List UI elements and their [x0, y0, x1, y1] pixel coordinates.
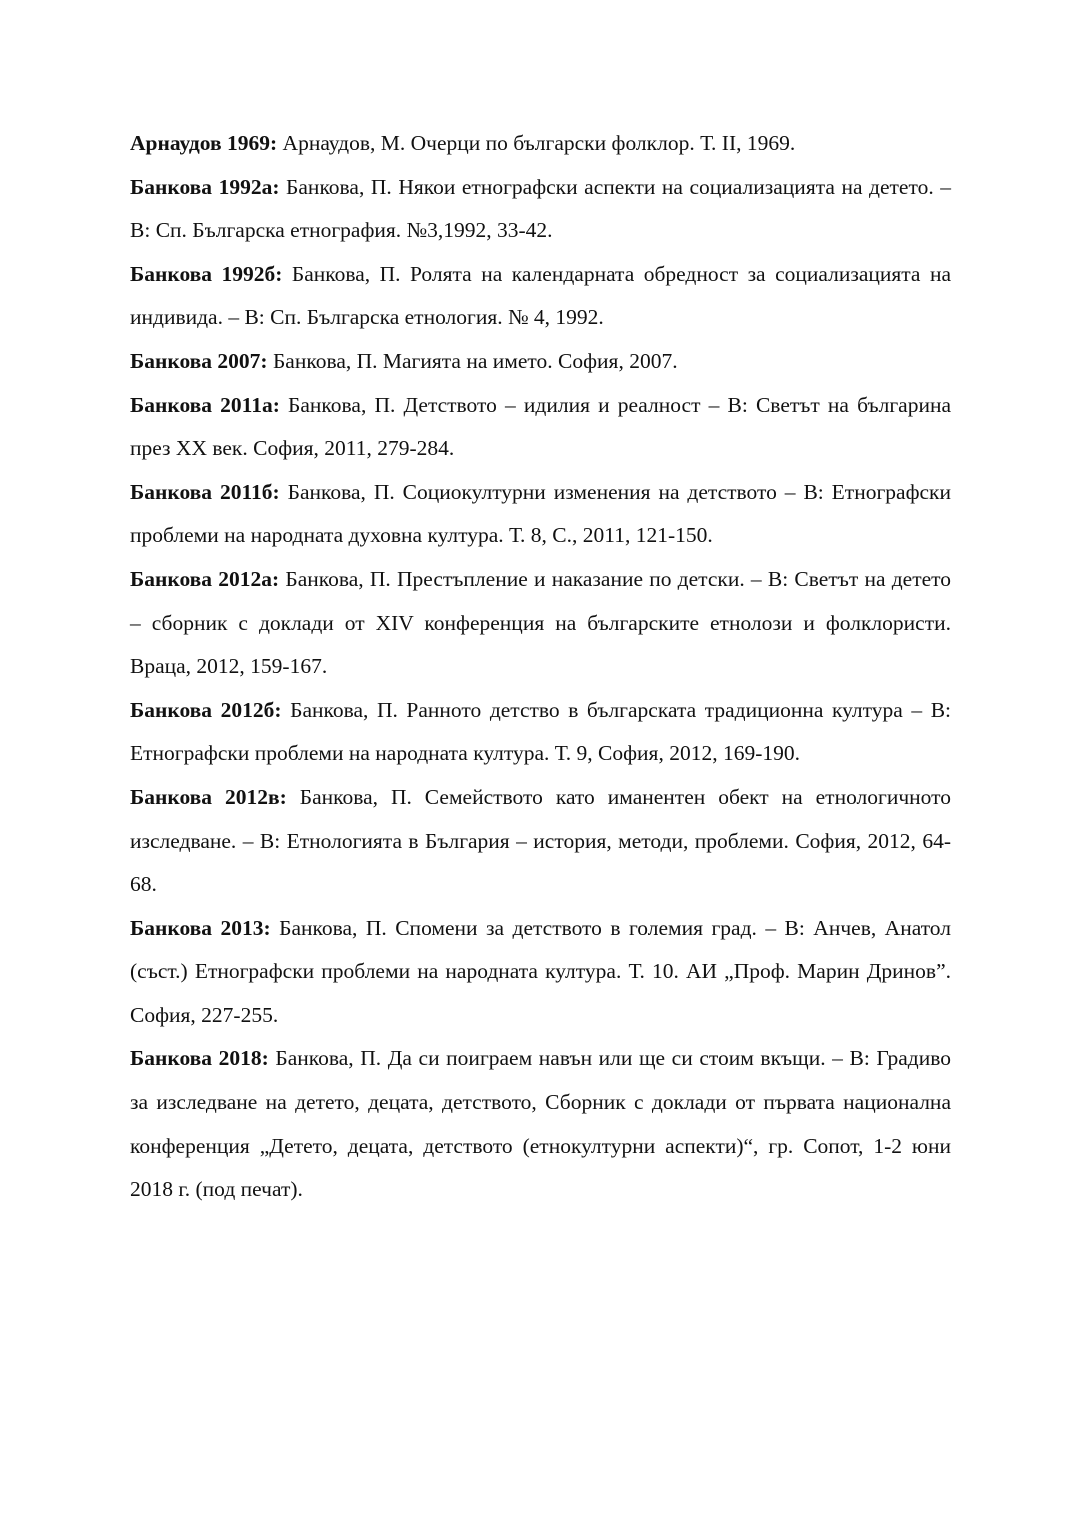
reference-key: Банкова 2012а:	[130, 566, 280, 591]
reference-key: Банкова 2007:	[130, 348, 268, 373]
reference-entry-bankova-2013	[130, 907, 951, 1038]
reference-entry-bankova-2011b	[130, 471, 951, 558]
bibliography-list	[130, 122, 951, 1212]
reference-key: Банкова 1992а:	[130, 174, 280, 199]
reference-key: Банкова 2012б:	[130, 697, 282, 722]
reference-key: Банкова 2011б:	[130, 479, 280, 504]
reference-text: Арнаудов, М. Очерци по български фолклор. Т. II, 1969.	[282, 131, 796, 155]
reference-key: Банкова 2013:	[130, 915, 271, 940]
reference-key: Арнаудов 1969:	[130, 131, 278, 155]
reference-text: Банкова, П. Ролята на календарната обредност за социализацията на индивида. – В: Сп. Българска етнология. № 4, 1992.	[130, 261, 951, 330]
reference-entry-bankova-2007	[130, 340, 951, 384]
reference-key: Банкова 2012в:	[130, 784, 287, 809]
reference-entry-bankova-2012v	[130, 776, 951, 907]
reference-entry-arnaudov-1969	[130, 122, 951, 166]
reference-text: Банкова, П. Магията на името. София, 2007.	[272, 348, 678, 373]
reference-text: Банкова, П. Престъпление и наказание по детски. – В: Светът на детето – сборник с доклади от XIV конференция на българските етнолози и фолклористи. Враца, 2012, 159-167.	[130, 566, 951, 679]
reference-text: Банкова, П. Детството – идилия и реалност – В: Светът на българина през ХХ век. София, 2011, 279-284.	[130, 392, 951, 461]
reference-key: Банкова 2018:	[130, 1046, 269, 1071]
reference-entry-bankova-2012a	[130, 558, 951, 689]
reference-text: Банкова, П. Спомени за детството в големия град. – В: Анчев, Анатол (съст.) Етнографски проблеми на народната култура. Т. 10. АИ „Проф. Марин Дринов”. София, 227-255.	[130, 915, 952, 1027]
reference-text: Банкова, П. Социокултурни изменения на детството – В: Етнографски проблеми на народната духовна култура. Т. 8, С., 2011, 121-150.	[130, 479, 951, 548]
reference-entry-bankova-1992a	[130, 166, 951, 253]
reference-text: Банкова, П. Семейството като иманентен обект на етнологичното изследване. – В: Етнологията в България – история, методи, проблеми. София, 2012, 64-68.	[130, 784, 952, 897]
reference-key: Банкова 2011а:	[130, 392, 280, 417]
reference-key: Банкова 1992б:	[130, 261, 283, 286]
reference-text: Банкова, П. Някои етнографски аспекти на социализацията на детето. – В: Сп. Българска етнография. №3,1992, 33-42.	[130, 174, 951, 243]
reference-entry-bankova-2012b	[130, 689, 951, 776]
reference-text: Банкова, П. Да си поиграем навън или ще си стоим вкъщи. – В: Градиво за изследване на детето, децата, детството, Сборник с доклади от първата национална конференция „Детето, децата, детството (етнокултурни аспекти)“, гр. Сопот, 1-2 юни 2018 г. (под печат).	[130, 1046, 951, 1202]
reference-text: Банкова, П. Ранното детство в българската традиционна култура – В: Етнографски проблеми на народната култура. Т. 9, София, 2012, 169-190.	[130, 697, 952, 766]
reference-entry-bankova-2011a	[130, 384, 951, 471]
reference-entry-bankova-2018	[130, 1037, 951, 1211]
reference-entry-bankova-1992b	[130, 253, 951, 340]
